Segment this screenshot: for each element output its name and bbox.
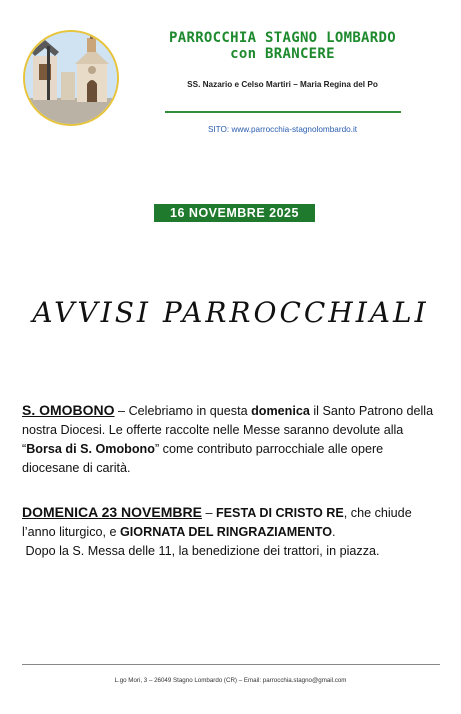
notice-cristo-re-text-3: . [332, 525, 336, 539]
parish-saints: SS. Nazario e Celso Martiri – Maria Regina del Po [187, 80, 378, 89]
notice-cristo-re [22, 503, 442, 561]
notice-cristo-re-bold-1: FESTA DI CRISTO RE [215, 506, 344, 520]
notice-omobono-text-2: il Santo Patrono della nostra Diocesi. Le offerte raccolte nelle Messe saranno devolute alla “ [22, 404, 434, 456]
notice-omobono-bold-2: Borsa di S. Omobono [26, 442, 155, 456]
notice-omobono-title: S. OMOBONO [22, 402, 115, 418]
parish-subtitle: con BRANCERE [230, 46, 335, 62]
footer-divider [22, 664, 440, 665]
date-badge: 16 NOVEMBRE 2025 [154, 204, 315, 222]
notice-cristo-re-title: DOMENICA 23 NOVEMBRE [22, 504, 202, 520]
website-link[interactable]: SITO: www.parrocchia-stagnolombardo.it [207, 125, 358, 134]
parish-name: PARROCCHIA STAGNO LOMBARDO [169, 30, 396, 46]
notice-omobono [22, 401, 442, 478]
notice-cristo-re-text-2: , che chiude l’anno liturgico, e [22, 506, 412, 539]
notice-omobono-bold-1: domenica [251, 404, 310, 418]
notice-cristo-re-bold-2: GIORNATA DEL RINGRAZIAMENTO [120, 525, 333, 539]
notice-omobono-text-3: ” come contributo parrocchiale alle opere diocesane di carità. [22, 442, 384, 475]
page-heading: AVVISI PARROCCHIALI [32, 296, 429, 329]
notice-cristo-re-line-2: Dopo la S. Messa delle 11, la benedizione dei trattori, in piazza. [25, 544, 380, 558]
footer-address: L.go Mori, 3 – 26049 Stagno Lombardo (CR) – Email: parrocchia.stagno@gmail.com [114, 677, 347, 684]
church-illustration [25, 32, 117, 124]
header-divider [165, 111, 401, 113]
notice-cristo-re-text-1: – [201, 506, 216, 520]
notice-omobono-text-1: – Celebriamo in questa [114, 404, 252, 418]
church-logo [23, 30, 119, 126]
